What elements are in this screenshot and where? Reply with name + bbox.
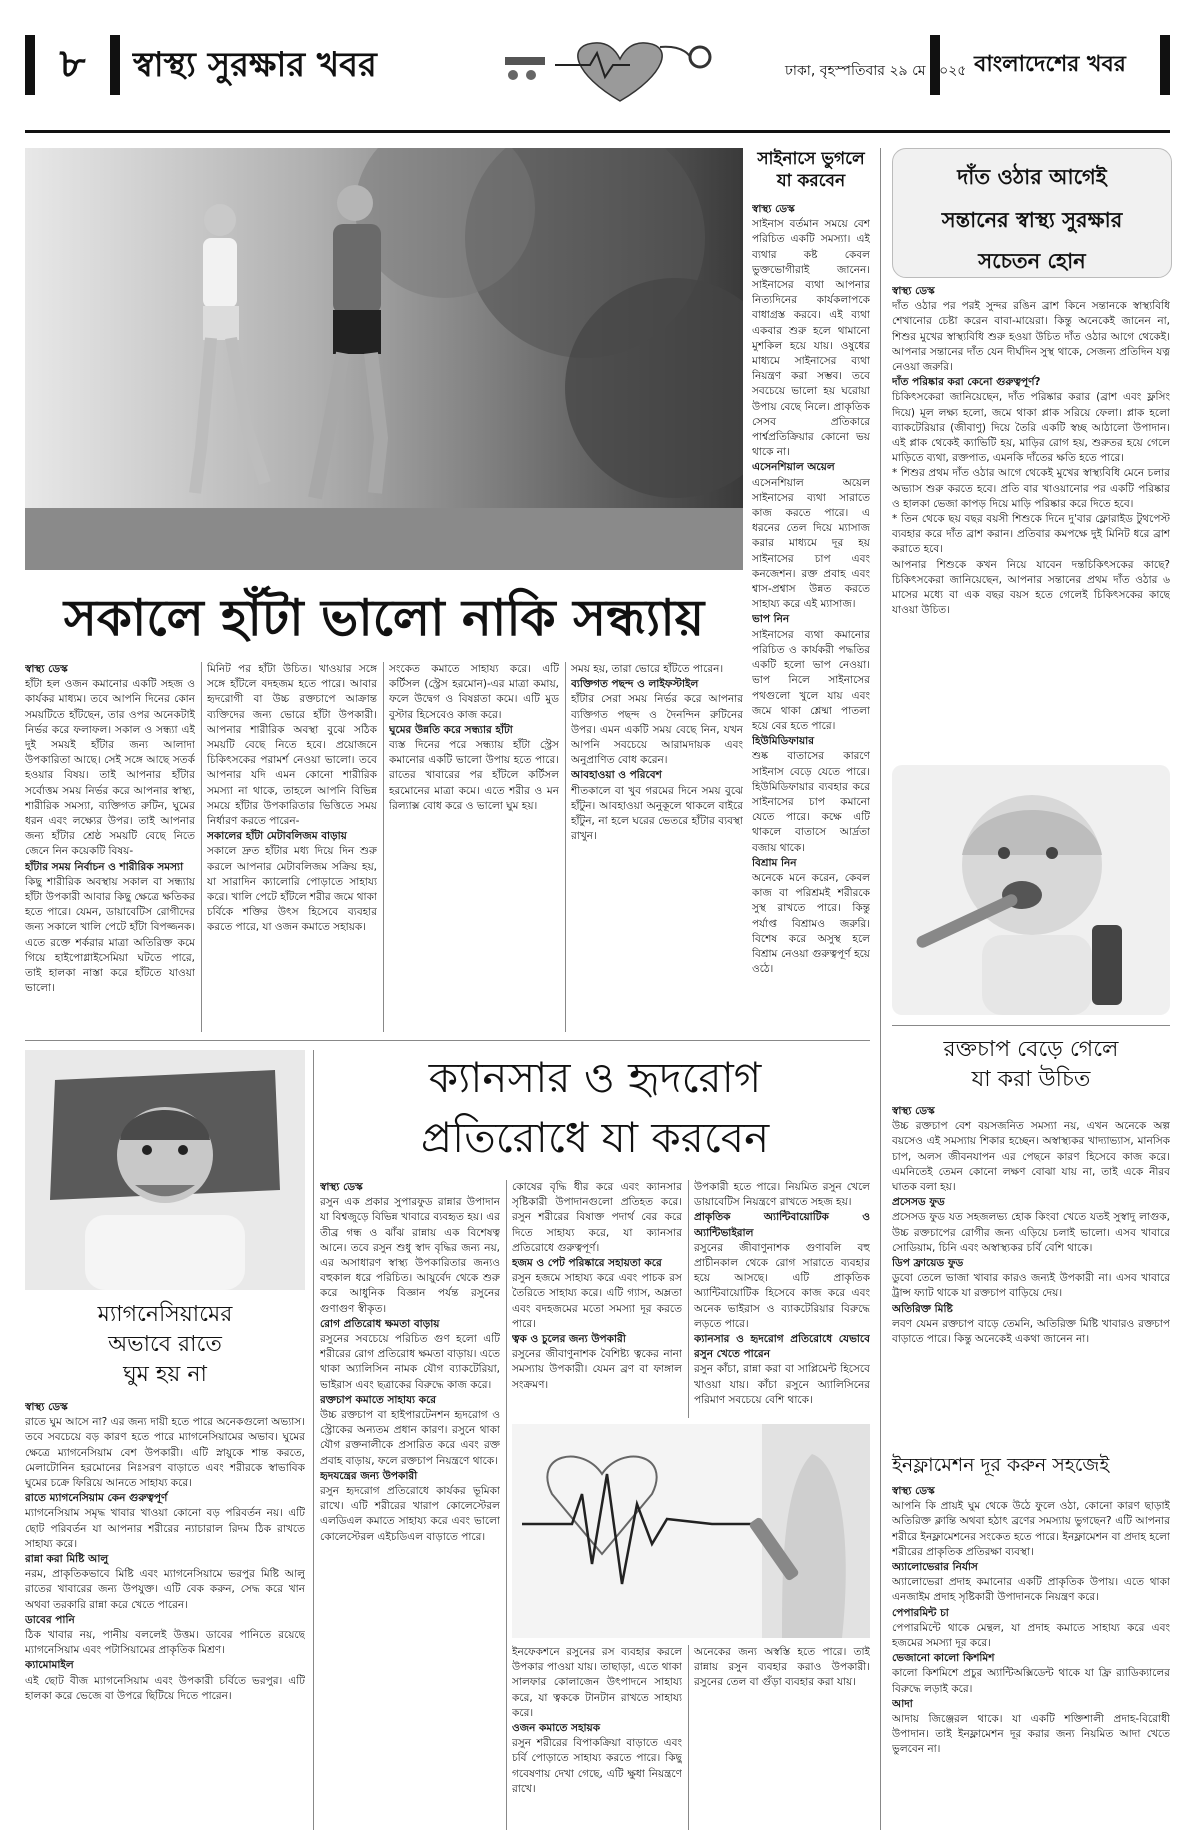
body-text: রসুন হৃদরোগ প্রতিরোধে কার্যকর ভূমিকা রাখে। এটি শরীরের খারাপ কোলেস্টেরল এলডিএল কমাতে সাহায্য করে এবং ভালো কোলেস্টেরল এইচডিএল বাড়াতে পারে। <box>320 1485 500 1543</box>
column-rule <box>313 1050 314 1830</box>
body-text: শীতকালে বা খুব গরমের দিনে সময় বুঝে হাঁটুন। আবহাওয়া অনুকূলে থাকলে বাইরে হাঁটুন, না হলে ঘরের ভেতরে হাঁটার ব্যবস্থা রাখুন। <box>571 784 743 843</box>
body-text: রাতে ঘুম আসে না? এর জন্য দায়ী হতে পারে অনেকগুলো অভ্যাস। তবে সবচেয়ে বড় কারণ হতে পারে ম্যাগনেসিয়ামের অভাব। ঘুমের ক্ষেত্রে ম্যাগনেসিয়াম বেশ উপকারী। এটি স্নায়ুকে শান্ত করতে, মেলাটোনিন হরমোনের নিঃসরণ বাড়াতে এবং শরীরকে স্বাভাবিক ঘুমের চক্রে ফিরিয়ে আনতে সাহায্য করে। <box>25 1416 305 1490</box>
body-text: * তিন থেকে ছয় বছর বয়সী শিশুকে দিনে দু'বার ফ্লোরাইড টুথপেস্ট ব্যবহার করে দাঁত ব্রাশ করান। প্রতিবার কমপক্ষে দুই মিনিট ধরে ব্রাশ করাতে হবে। <box>892 513 1170 556</box>
subheading: সকালের হাঁটা মেটাবলিজম বাড়ায় <box>207 830 347 843</box>
subheading: ক্যামোমাইল <box>25 1659 74 1672</box>
walking-headline: সকালে হাঁটা ভালো নাকি সন্ধ্যায় <box>63 588 705 647</box>
body-text: আদায় জিঞ্জেরল থাকে। যা একটি শক্তিশালী প্রদাহ-বিরোধী উপাদান। তাই ইনফ্লামেশন দূর করার জন্য নিয়মিত আদা খেতে ভুলবেন না। <box>892 1713 1170 1756</box>
body-text: রসুনের জীবাণুনাশক গুণাবলি বহু প্রাচীনকাল থেকে রোগ সারাতে ব্যবহার হয়ে আসছে। এটি প্রাকৃতিক অ্যান্টিবায়োটিক হিসেবে কাজ করে এবং অনেক ভাইরাস ও ব্যাকটেরিয়ার বিরুদ্ধে লড়তে পারে। <box>694 1241 870 1330</box>
child-brushing-teeth-photo <box>892 765 1170 1015</box>
body-text: আপনি কি প্রায়ই ঘুম থেকে উঠে ফুলে ওঠা, কোনো কারণ ছাড়াই অতিরিক্ত ক্লান্তি অথবা হঠাৎ ব্রণের সমস্যায় ভুগছেন? এটি আপনার শরীরে ইনফ্লামেশনের সংকেত হতে পারে। ইনফ্লামেশন বা প্রদাহ হলো শরীরের প্রাকৃতিক প্রতিরক্ষা ব্যবস্থা। <box>892 1500 1170 1558</box>
body-text: সাইনাসের ব্যথা কমানোর পরিচিত ও কার্যকরী পদ্ধতির একটি হলো ভাপ নেওয়া। ভাপ নিলে সাইনাসের পথগুলো খুলে যায় এবং জমে থাকা শ্লেষ্মা পাতলা হয়ে বের হতে পারে। <box>752 628 870 732</box>
bp-headline-1: রক্তচাপ বেড়ে গেলে <box>943 1037 1119 1062</box>
walking-col-3 <box>389 662 559 1034</box>
body-text: হাঁটার সেরা সময় নির্ভর করে আপনার ব্যক্তিগত পছন্দ ও দৈনন্দিন রুটিনের উপর। এমন একটি সময় বেছে নিন, যখন আপনি সবচেয়ে আরামদায়ক এবং অনুপ্রাণিত বোধ করেন। <box>571 693 743 767</box>
page-number: ৮ <box>25 35 120 95</box>
subheading: পেপারমিন্ট চা <box>892 1606 949 1619</box>
body-text: কালো কিশমিশে প্রচুর অ্যান্টিঅক্সিডেন্ট থাকে যা ফ্রি র‍্যাডিক্যালের বিরুদ্ধে লড়াই করে। <box>892 1667 1170 1695</box>
subheading: হিউমিডিফায়ার <box>752 735 814 748</box>
body-text: সময় হয়, তারা ভোরে হাঁটতে পারেন। <box>571 663 724 675</box>
man-awake-on-pillow-photo <box>25 1050 305 1290</box>
paper-name: বাংলাদেশের খবর <box>930 35 1170 95</box>
teeth-headline-1: দাঁত ওঠার আগেই <box>957 164 1107 189</box>
masthead <box>25 35 1170 127</box>
body-text: নরম, প্রাকৃতিকভাবে মিষ্টি এবং ম্যাগনেসিয়ামে ভরপুর মিষ্টি আলু রাতের খাবারের জন্য উপযুক্ত। এটি বেক করুন, সেদ্ধ করে খান অথবা তরকারি রান্না করে খেতে পারেন। <box>25 1568 305 1611</box>
body-text: উচ্চ রক্তচাপ বা হাইপারটেনশন হৃদরোগ ও স্ট্রোকের অন্যতম প্রধান কারণ। রসুনে থাকা যৌগ রক্তনালীকে প্রসারিত করে এবং রক্ত প্রবাহ বাড়ায়, ফলে রক্তচাপ নিয়ন্ত্রণে থাকে। <box>320 1409 500 1467</box>
body-text: অ্যালোভেরা প্রদাহ কমানোর একটি প্রাকৃতিক উপায়। এতে থাকা এনজাইম প্রদাহ সৃষ্টিকারী উপাদানকে নিয়ন্ত্রণ করে। <box>892 1576 1170 1604</box>
cancer-headline <box>320 1048 870 1168</box>
top-rule <box>25 130 1170 133</box>
body-text: এসেনশিয়াল অয়েল সাইনাসের ব্যথা সারাতে কাজ করতে পারে। এ ধরনের তেল দিয়ে ম্যাসাজ করার মাধ্যমে দূর হয় সাইনাসের চাপ এবং কনজেশন। রক্ত প্রবাহ এবং শ্বাস-প্রশ্বাস উন্নত করতে সাহায্য করে এই ম্যাসাজ। <box>752 476 870 611</box>
inflammation-body <box>892 1484 1170 1830</box>
cancer-headline-2: প্রতিরোধে যা করবেন <box>420 1113 770 1162</box>
cancer-col-1 <box>320 1180 500 1830</box>
column-rule <box>688 1645 689 1830</box>
byline: স্বাস্থ্য ডেস্ক <box>25 663 68 675</box>
subheading: ক্যানসার ও হৃদরোগ প্রতিরোধে যেভাবে রসুন খেতে পারেন <box>694 1333 870 1361</box>
subheading: হৃদযন্ত্রের জন্য উপকারী <box>320 1469 418 1482</box>
teeth-headline-2: সন্তানের স্বাস্থ্য সুরক্ষার <box>941 207 1123 232</box>
subheading: ঘুমের উন্নতি করে সন্ধ্যার হাঁটা <box>389 723 513 736</box>
section-rule <box>892 1025 1170 1026</box>
body-text: * শিশুর প্রথম দাঁত ওঠার আগে থেকেই মুখের স্বাস্থ্যবিধি মেনে চলার অভ্যাস শুরু করতে হবে। প্রতি বার খাওয়ানোর পর একটি পরিষ্কার ও হালকা ভেজা কাপড় দিয়ে মাড়ি পরিষ্কার করে দিতে হবে। <box>892 467 1170 510</box>
dateline: ঢাকা, বৃহস্পতিবার ২৯ মে ২০২৫ <box>785 63 967 79</box>
subheading: প্রাকৃতিক অ্যান্টিবায়োটিক ও অ্যান্টিভাইরাল <box>694 1211 870 1239</box>
column-rule <box>880 1032 881 1830</box>
cancer-col-2-bottom <box>512 1645 682 1830</box>
body-text: উপকারী হতে পারে। নিয়মিত রসুন খেলে ডায়াবেটিস নিয়ন্ত্রণে রাখতে সহজ হয়। <box>694 1181 870 1209</box>
byline: স্বাস্থ্য ডেস্ক <box>892 1105 935 1117</box>
teeth-headline-3: সচেতন হোন <box>978 248 1086 273</box>
body-text: রসুনের সবচেয়ে পরিচিত গুণ হলো এটি শরীরের রোগ প্রতিরোধ ক্ষমতা বাড়ায়। এতে থাকা অ্যালিসিন নামক যৌগ ব্যাকটেরিয়া, ভাইরাস এবং ছত্রাকের বিরুদ্ধে কাজ করে। <box>320 1333 500 1391</box>
subheading: রোগ প্রতিরোধ ক্ষমতা বাড়ায় <box>320 1317 440 1330</box>
subheading: অ্যালোভেরার নির্যাস <box>892 1561 978 1574</box>
body-text: কোষের বৃদ্ধি ধীর করে এবং ক্যানসার সৃষ্টিকারী উপাদানগুলো প্রতিহত করে। রসুন শরীরের বিষাক্ত পদার্থ বের করে দিতে সাহায্য করে, যা ক্যানসার প্রতিরোধে গুরুত্বপূর্ণ। <box>512 1181 682 1254</box>
walking-col-4 <box>571 662 743 1034</box>
subheading: রান্না করা মিষ্টি আলু <box>25 1553 109 1566</box>
magnesium-body <box>25 1400 305 1830</box>
body-text: রসুন কাঁচা, রান্না করা বা সাপ্লিমেন্ট হিসেবে খাওয়া যায়। কাঁচা রসুনে অ্যালিসিনের পরিমাণ সবচেয়ে বেশি থাকে। <box>694 1363 870 1406</box>
subheading: ভাপ নিন <box>752 613 790 626</box>
body-text: সংকেত কমাতে সাহায্য করে। এটি কর্টিসল (স্ট্রেস হরমোন)-এর মাত্রা কমায়, ফলে উদ্বেগ ও বিষণ্ণতা কমে। এটি মুড বুস্টার হিসেবেও কাজ করে। <box>389 663 559 721</box>
byline: স্বাস্থ্য ডেস্ক <box>25 1401 68 1413</box>
cancer-col-2-top <box>512 1180 682 1418</box>
body-text: শুষ্ক বাতাসের কারণে সাইনাস বেড়ে যেতে পারে। হিউমিডিফায়ার ব্যবহার করে সাইনাসের চাপ কমানো যেতে পারে। কক্ষে এটি থাকলে বাতাসে আর্দ্রতা বজায় থাকে। <box>752 750 870 854</box>
byline: স্বাস্থ্য ডেস্ক <box>892 1485 935 1497</box>
byline: স্বাস্থ্য ডেস্ক <box>752 203 795 215</box>
column-rule <box>565 662 566 1032</box>
bp-headline-2: যা করা উচিত <box>971 1067 1091 1092</box>
cancer-headline-1: ক্যানসার ও হৃদরোগ <box>428 1053 762 1102</box>
heart-stethoscope-logo <box>495 35 745 105</box>
sinus-article <box>752 148 870 1068</box>
byline: স্বাস্থ্য ডেস্ক <box>892 285 935 297</box>
bp-body <box>892 1104 1170 1444</box>
walking-col-1 <box>25 662 195 1034</box>
subheading: এসেনশিয়াল অয়েল <box>752 461 835 474</box>
body-text: চিকিৎসকেরা জানিয়েছেন, দাঁত পরিষ্কার করার (ব্রাশ এবং ফ্লসিং দিয়ে) মূল লক্ষ্য হলো, জমে থাকা প্লাক সরিয়ে ফেলা। প্লাক হলো ব্যাকটেরিয়ার (জীবাণু) দিয়ে তৈরি একটি স্বচ্ছ আঠালো উপাদান। এই প্লাক থেকেই ক্যাভিটি হয়, মাড়ির রোগ হয়, শুরুতর হয়ে গেলে মাড়িতে ব্যথা, রক্তপাত, এমনকি দাঁতের ক্ষতি হতে পারে। <box>892 391 1170 465</box>
body-text: সাইনাস বর্তমান সময়ে বেশ পরিচিত একটি সমস্যা। এই ব্যথার কষ্ট কেবল ভুক্তভোগীরাই জানেন। সাইনাসের ব্যথা আপনার নিত্যদিনের কার্যকলাপকে বাধাগ্রস্ত করবে। এই ব্যথা একবার শুরু হলে থামানো মুশকিল হয়ে যায়। ওষুধের মাধ্যমে সাইনাসের ব্যথা নিয়ন্ত্রণ করা সম্ভব। তবে সবচেয়ে ভালো হয় ঘরোয়া উপায় বেছে নিলে। প্রাকৃতিক সেসব প্রতিকারে পার্শ্বপ্রতিক্রিয়ার কোনো ভয় থাকে না। <box>752 218 870 459</box>
teeth-body <box>892 284 1170 754</box>
subheading: হজম ও পেট পরিষ্কারে সহায়তা করে <box>512 1257 662 1270</box>
body-text: ব্যস্ত দিনের পরে সন্ধ্যায় হাঁটা স্ট্রেস কমানোর একটি ভালো উপায় হতে পারে। রাতের খাবারের পর হাঁটলে কর্টিসল হরমোনের মাত্রা কমে। এতে শরীর ও মন রিল্যাক্স বোধ করে ও ভালো ঘুম হয়। <box>389 739 559 812</box>
body-text: ইনফেকশনে রসুনের রস ব্যবহার করলে উপকার পাওয়া যায়। তাছাড়া, এতে থাকা সালফার কোলাজেন উৎপাদনে সাহায্য করে, যা ত্বককে টানটান রাখতে সাহায্য করে। <box>512 1646 682 1719</box>
body-text: রসুন শরীরের বিপাকক্রিয়া বাড়াতে এবং চর্বি পোড়াতে সাহায্য করতে পারে। কিছু গবেষণায় দেখা গেছে, এটি ক্ষুধা নিয়ন্ত্রণে রাখে। <box>512 1737 682 1795</box>
body-text: ঠিক খাবার নয়, পানীয় বললেই উত্তম। ডাবের পানিতে রয়েছে ম্যাগনেসিয়াম এবং পটাসিয়ামের প্রাকৃতিক মিশ্রণ। <box>25 1629 305 1657</box>
couple-jogging-photo <box>25 148 743 570</box>
column-rule <box>880 148 881 1078</box>
subheading: ওজন কমাতে সহায়ক <box>512 1722 601 1735</box>
body-text: ডুবো তেলে ভাজা খাবার কারও জন্যই উপকারী না। এসব খাবারে ট্রান্স ফ্যাট থাকে যা রক্তচাপ বাড়িয়ে দেয়। <box>892 1272 1170 1300</box>
subheading: ডাবের পানি <box>25 1613 75 1626</box>
subheading: বিশ্রাম নিন <box>752 856 797 869</box>
body-text: উচ্চ রক্তচাপ বেশ বয়সজনিত সমস্যা নয়, এখন অনেকে অল্প বয়সেও এই সমস্যায় শিকার হচ্ছেন। অস্বাস্থ্যকর খাদ্যাভ্যাস, মানসিক চাপ, অলস জীবনযাপন এর পেছনে কারণ হিসেবে কাজ করে। এমনিতেই তেমন কোনো লক্ষণ বোঝা যায় না, তাই একে নীরব ঘাতক বলা হয়। <box>892 1120 1170 1194</box>
subheading: প্রসেসড ফুড <box>892 1196 945 1209</box>
subheading: আদা <box>892 1697 913 1710</box>
cancer-col-3-bottom <box>694 1645 870 1830</box>
walking-col-2 <box>207 662 377 1034</box>
body-text: রসুন হজমে সাহায্য করে এবং পাচক রস তৈরিতে সাহায্য করে। এটি গ্যাস, অম্লতা এবং বদহজমের মতো সমস্যা দূর করতে পারে। <box>512 1272 682 1330</box>
column-rule <box>506 1180 507 1830</box>
body-text: হাঁটা হল ওজন কমানোর একটি সহজ ও কার্যকর মাধ্যম। তবে আপনি দিনের কোন সময়টিতে হাঁটছেন, তার ওপর অনেকটাই নির্ভর করে ফলাফল। সকাল ও সন্ধ্যা এই দুই সময়ই হাঁটার জন্য আলাদা উপকারিতা আছে। সেই সঙ্গে আছে সতর্ক হওয়ার বিষয়। তাই আপনার হাঁটার সর্বোত্তম সময় নির্ভর করে আপনার স্বাস্থ্য, শারীরিক সমস্যা, ব্যক্তিগত রুটিন, ঘুমের ধরন এবং লক্ষ্যের উপর। তাই আপনার জন্য হাঁটার শ্রেষ্ঠ সময়টি বেছে নিতে জেনে নিন কয়েকটি বিষয়- <box>25 678 195 858</box>
subheading: অতিরিক্ত মিষ্টি <box>892 1302 953 1315</box>
subheading: হাঁটার সময় নির্বাচন ও শারীরিক সমস্যা <box>25 860 184 873</box>
sinus-headline: সাইনাসে ভুগলে যা করবেন <box>757 149 865 191</box>
column-rule <box>383 662 384 1032</box>
body-text: রসুনের জীবাণুনাশক বৈশিষ্ট্য ত্বকের নানা সমস্যায় উপকারী। যেমন ব্রণ বা ফাঙ্গাল সংক্রমণ। <box>512 1348 682 1391</box>
body-text: রসুন এক প্রকার সুপারফুড রান্নার উপাদান যা বিশ্বজুড়ে বিভিন্ন খাবারে ব্যবহৃত হয়। এর তীব্র গন্ধ ও ঝাঁঝ রান্নায় এক বিশেষত্ব আনে। তবে রসুন শুধু স্বাদ বৃদ্ধির জন্য নয়, এর অসাধারণ স্বাস্থ্য উপকারিতার জন্যও বহুকাল ধরে পরিচিত। আয়ুর্বেদ থেকে শুরু করে আধুনিক বিজ্ঞান পর্যন্ত রসুনের গুণাগুণ স্বীকৃত। <box>320 1196 500 1315</box>
body-text: অনেকের জন্য অস্বস্তি হতে পারে। তাই রান্নায় রসুন ব্যবহার করাও উপকারী। রসুনের তেল বা গুঁড়া ব্যবহার করা যায়। <box>694 1646 870 1689</box>
body-text: পেপারমিন্টে থাকে মেন্থল, যা প্রদাহ কমাতে সাহায্য করে এবং হজমের সমস্যা দূর করে। <box>892 1621 1170 1650</box>
body-text: প্রসেসড ফুড যত সহজলভ্য হোক কিংবা খেতে যতই সুস্বাদু লাগুক, উচ্চ রক্তচাপের রোগীর জন্য এড়িয়ে চলাই ভালো। এসব খাবারে সোডিয়াম, চিনি এবং অস্বাস্থ্যকর চর্বি বেশি থাকে। <box>892 1211 1170 1254</box>
column-rule <box>688 1180 689 1418</box>
body-text: সকালে দ্রুত হাঁটার মধ্য দিয়ে দিন শুরু করলে আপনার মেটাবলিজম সক্রিয় হয়, যা সারাদিন ক্যালোরি পোড়াতে সাহায্য করে। খালি পেটে হাঁটলে শরীর জমে থাকা চর্বিকে শক্তির উৎস হিসেবে ব্যবহার করতে পারে, যা ওজন কমাতে সহায়ক। <box>207 845 377 934</box>
magnesium-headline <box>25 1300 305 1390</box>
magnesium-headline-3: ঘুম হয় না <box>123 1362 207 1387</box>
body-text: ম্যাগনেসিয়াম সমৃদ্ধ খাবার খাওয়া কোনো বড় পরিবর্তন নয়। এটি ছোট পরিবর্তন যা আপনার শরীরের ন্যাচারাল রিদম ঠিক রাখতে সাহায্য করে। <box>25 1507 305 1550</box>
bp-headline <box>892 1035 1170 1095</box>
subheading: রক্তচাপ কমাতে সাহায্য করে <box>320 1393 437 1406</box>
teeth-headline-box <box>892 148 1172 278</box>
body-text: অনেকে মনে করেন, কেবল কাজ বা পরিশ্রমই শরীরকে সুস্থ রাখতে পারে। কিন্তু পর্যাপ্ত বিশ্রামও জরুরি। বিশেষ করে অসুস্থ হলে বিশ্রাম নেওয়া গুরুত্বপূর্ণ হয়ে ওঠে। <box>752 871 870 976</box>
subheading: আবহাওয়া ও পরিবেশ <box>571 769 662 782</box>
byline: স্বাস্থ্য ডেস্ক <box>320 1181 363 1193</box>
body-text: দাঁত ওঠার পর পরই সুন্দর রঙিন ব্রাশ কিনে সন্তানকে স্বাস্থ্যবিধি শেখানোর চেষ্টা করেন বাবা-মায়েরা। কিন্তু অনেকেই জানেন না, শিশুর মুখের স্বাস্থ্যবিধি শুরু হওয়া উচিত দাঁত ওঠার আগে থেকেই। আপনার সন্তানের দাঁত যেন দীর্ঘদিন সুস্থ থাকে, সেজন্য প্রতিদিন যত্ন নেওয়া জরুরি। <box>892 300 1170 374</box>
subheading: ডিপ ফ্রায়েড ফুড <box>892 1257 964 1270</box>
subheading: ভেজানো কালো কিশমিশ <box>892 1652 995 1665</box>
body-text: লবণ যেমন রক্তচাপ বাড়ে তেমনি, অতিরিক্ত মিষ্টি খাবারও রক্তচাপ বাড়াতে পারে। কিন্তু অনেকেই একথা জানেন না। <box>892 1317 1170 1346</box>
subheading: দাঁত পরিষ্কার করা কেনো গুরুত্বপূর্ণ? <box>892 376 1041 389</box>
subheading: রাতে ম্যাগনেসিয়াম কেন গুরুত্বপূর্ণ <box>25 1492 168 1505</box>
inflammation-headline: ইনফ্লামেশন দূর করুন সহজেই <box>892 1454 1110 1476</box>
magnesium-headline-2: অভাবে রাতে <box>108 1332 222 1357</box>
magnesium-headline-1: ম্যাগনেসিয়ামের <box>97 1302 233 1327</box>
column-rule <box>201 662 202 1032</box>
section-title: স্বাস্থ্য সুরক্ষার খবর <box>133 45 377 85</box>
body-text: কিছু শারীরিক অবস্থায় সকাল বা সন্ধ্যায় হাঁটা উপকারী আবার কিছু ক্ষেত্রে ক্ষতিকর হতে পারে। যেমন, ডায়াবেটিস রোগীদের জন্য সকালে খালি পেটে হাঁটা বিপজ্জনক। এতে রক্তে শর্করার মাত্রা অতিরিক্ত কমে গিয়ে হাইপোগ্লাইসেমিয়া ঘটতে পারে, তাই হালকা নাস্তা করে হাঁটতে যাওয়া ভালো। <box>25 875 195 995</box>
subheading: ব্যক্তিগত পছন্দ ও লাইফস্টাইল <box>571 678 699 691</box>
section-rule <box>25 1040 870 1041</box>
body-text: এই ছোট বীজ ম্যাগনেসিয়াম এবং উপকারী চর্বিতে ভরপুর। এটি হালকা করে ভেজে বা উপরে ছিটিয়ে দিতে পারেন। <box>25 1674 305 1702</box>
body-text: মিনিট পর হাঁটা উচিত। খাওয়ার সঙ্গে সঙ্গে হাঁটলে বদহজম হতে পারে। আবার হৃদরোগী বা উচ্চ রক্তচাপে আক্রান্ত ব্যক্তিদের জন্য ভোরে হাঁটা উপকারী। আপনার শারীরিক অবস্থা বুঝে সঠিক সময়টি বেছে নিতে হবে। প্রয়োজনে চিকিৎসকের পরামর্শ নেওয়া ভালো। তবে আপনার যদি এমন কোনো শারীরিক সমস্যা না থাকে, তাহলে আপনি বিভিন্ন সময়ে হাঁটার উপকারিতার ভিত্তিতে সময় নির্ধারণ করতে পারেন- <box>207 663 377 828</box>
body-text: আপনার শিশুকে কখন নিয়ে যাবেন দন্তচিকিৎসকের কাছে? চিকিৎসকেরা জানিয়েছেন, আপনার সন্তানের প্রথম দাঁত ওঠার ৬ মাসের মধ্যে বা এক বছর বয়স হতে গেলেই চিকিৎসকের কাছে যাওয়া উচিত। <box>892 558 1170 617</box>
heartbeat-drawing-photo <box>512 1424 870 1638</box>
subheading: ত্বক ও চুলের জন্য উপকারী <box>512 1333 626 1346</box>
cancer-col-3-top <box>694 1180 870 1418</box>
